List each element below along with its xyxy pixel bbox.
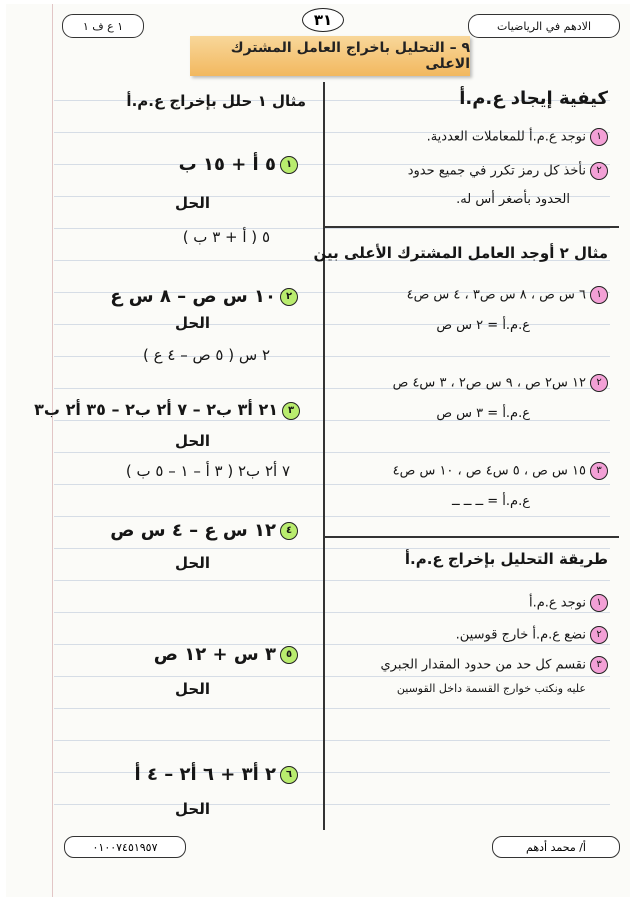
method-step-3-text: نقسم كل حد من حدود المقدار الجبري	[380, 657, 586, 673]
section-divider-2	[325, 536, 619, 538]
method-step-1-text: نوجد ع.م.أ	[528, 595, 586, 611]
grade-label: ١ ع ف ١	[62, 14, 144, 38]
problem-badge: ٢	[280, 288, 298, 306]
method-step-3	[380, 656, 608, 674]
problem-6	[135, 764, 298, 785]
example1-heading: مثال ١ حلل بإخراج ع.م.أ	[126, 92, 306, 110]
item-badge: ١	[590, 286, 608, 304]
problem-1-solution: ٥ ( أ + ٣ ب )	[182, 228, 270, 246]
howto-step-2-cont: الحدود بأصغر أس له.	[456, 192, 570, 207]
example2-heading: مثال ٢ أوجد العامل المشترك الأعلى بين	[313, 244, 608, 262]
problem-4-expr: ١٢ س ع – ٤ س ص	[110, 520, 276, 541]
page-number: ٣١	[302, 8, 344, 32]
method-step-1	[529, 594, 608, 612]
problem-3-expr: ٢١ أ٣ ب٢ – ٧ أ٢ ب٢ – ٣٥ أ٢ ب٣	[34, 400, 278, 419]
method-step-3-cont: عليه ونكتب خوارج القسمة داخل القوسين	[396, 682, 586, 695]
howto-step-2	[408, 162, 608, 180]
problem-1-expr: ٥ أ + ١٥ ب	[178, 154, 276, 175]
problem-badge: ٤	[280, 522, 298, 540]
example2-item-3-answer: ع.م.أ = ــ ــ ــ	[452, 494, 530, 509]
problem-1	[179, 154, 298, 175]
problem-2-solution: ٢ س ( ٥ ص – ٤ ع )	[143, 346, 270, 364]
problem-3-solution: ٧ أ٢ ب٢ ( ٣ أ – ١ – ٥ ب )	[125, 462, 290, 480]
problem-5	[154, 644, 298, 665]
step-badge: ٣	[590, 656, 608, 674]
step-badge: ٢	[590, 162, 608, 180]
phone-number: ٠١٠٠٧٤٥١٩٥٧	[64, 836, 186, 858]
example2-item-1-answer: ع.م.أ = ٢ س ص	[436, 318, 530, 333]
method-heading: طريقة التحليل بإخراج ع.م.أ	[404, 550, 608, 568]
book-title-label: الادهم في الرياضيات	[468, 14, 620, 38]
problem-2-sol-label: الحل	[175, 314, 210, 332]
step-badge: ٢	[590, 626, 608, 644]
problem-5-sol-label: الحل	[175, 680, 210, 698]
problem-3	[34, 400, 300, 420]
problem-badge: ٣	[282, 402, 300, 420]
howto-heading: كيفية إيجاد ع.م.أ	[459, 88, 608, 109]
step-badge: ١	[590, 128, 608, 146]
notebook-page	[6, 4, 630, 897]
example2-item-1	[407, 286, 608, 304]
problem-1-sol-label: الحل	[175, 194, 210, 212]
example2-item-2-expr: ١٢ س٢ ص ، ٩ س ص٢ ، ٣ س٤ ص	[392, 375, 586, 391]
problem-4-sol-label: الحل	[175, 554, 210, 572]
problem-2	[110, 286, 298, 307]
lesson-title: ٩ – التحليل باخراج العامل المشترك الاعلى	[190, 36, 470, 76]
example2-item-2-answer: ع.م.أ = ٣ س ص	[436, 406, 530, 421]
problem-badge: ٥	[280, 646, 298, 664]
howto-step-1-text: نوجد ع.م.أ للمعاملات العددية.	[426, 129, 586, 145]
example2-item-1-expr: ٦ س ص ، ٨ س ص٣ ، ٤ س ص٤	[406, 287, 586, 303]
example2-item-2	[393, 374, 608, 392]
item-badge: ٢	[590, 374, 608, 392]
author-name: أ/ محمد أدهم	[492, 836, 620, 858]
howto-step-1	[427, 128, 608, 146]
section-divider-1	[325, 226, 619, 228]
example2-item-3-expr: ١٥ س ص ، ٥ س٤ ص ، ١٠ س ص٤	[392, 463, 586, 479]
method-step-2-text: نضع ع.م.أ خارج قوسين.	[455, 627, 586, 643]
problem-badge: ١	[280, 156, 298, 174]
problem-6-sol-label: الحل	[175, 800, 210, 818]
problem-3-sol-label: الحل	[175, 432, 210, 450]
column-divider	[323, 82, 325, 830]
item-badge: ٣	[590, 462, 608, 480]
example2-item-3	[393, 462, 608, 480]
problem-badge: ٦	[280, 766, 298, 784]
method-step-2	[456, 626, 608, 644]
step-badge: ١	[590, 594, 608, 612]
problem-6-expr: ٢ أ٣ + ٦ أ٢ – ٤ أ	[134, 764, 276, 785]
problem-5-expr: ٣ س + ١٢ ص	[153, 644, 276, 665]
problem-2-expr: ١٠ س ص – ٨ س ع	[110, 286, 276, 307]
howto-step-2-text: نأخذ كل رمز تكرر في جميع حدود	[407, 163, 586, 179]
problem-4	[110, 520, 298, 541]
